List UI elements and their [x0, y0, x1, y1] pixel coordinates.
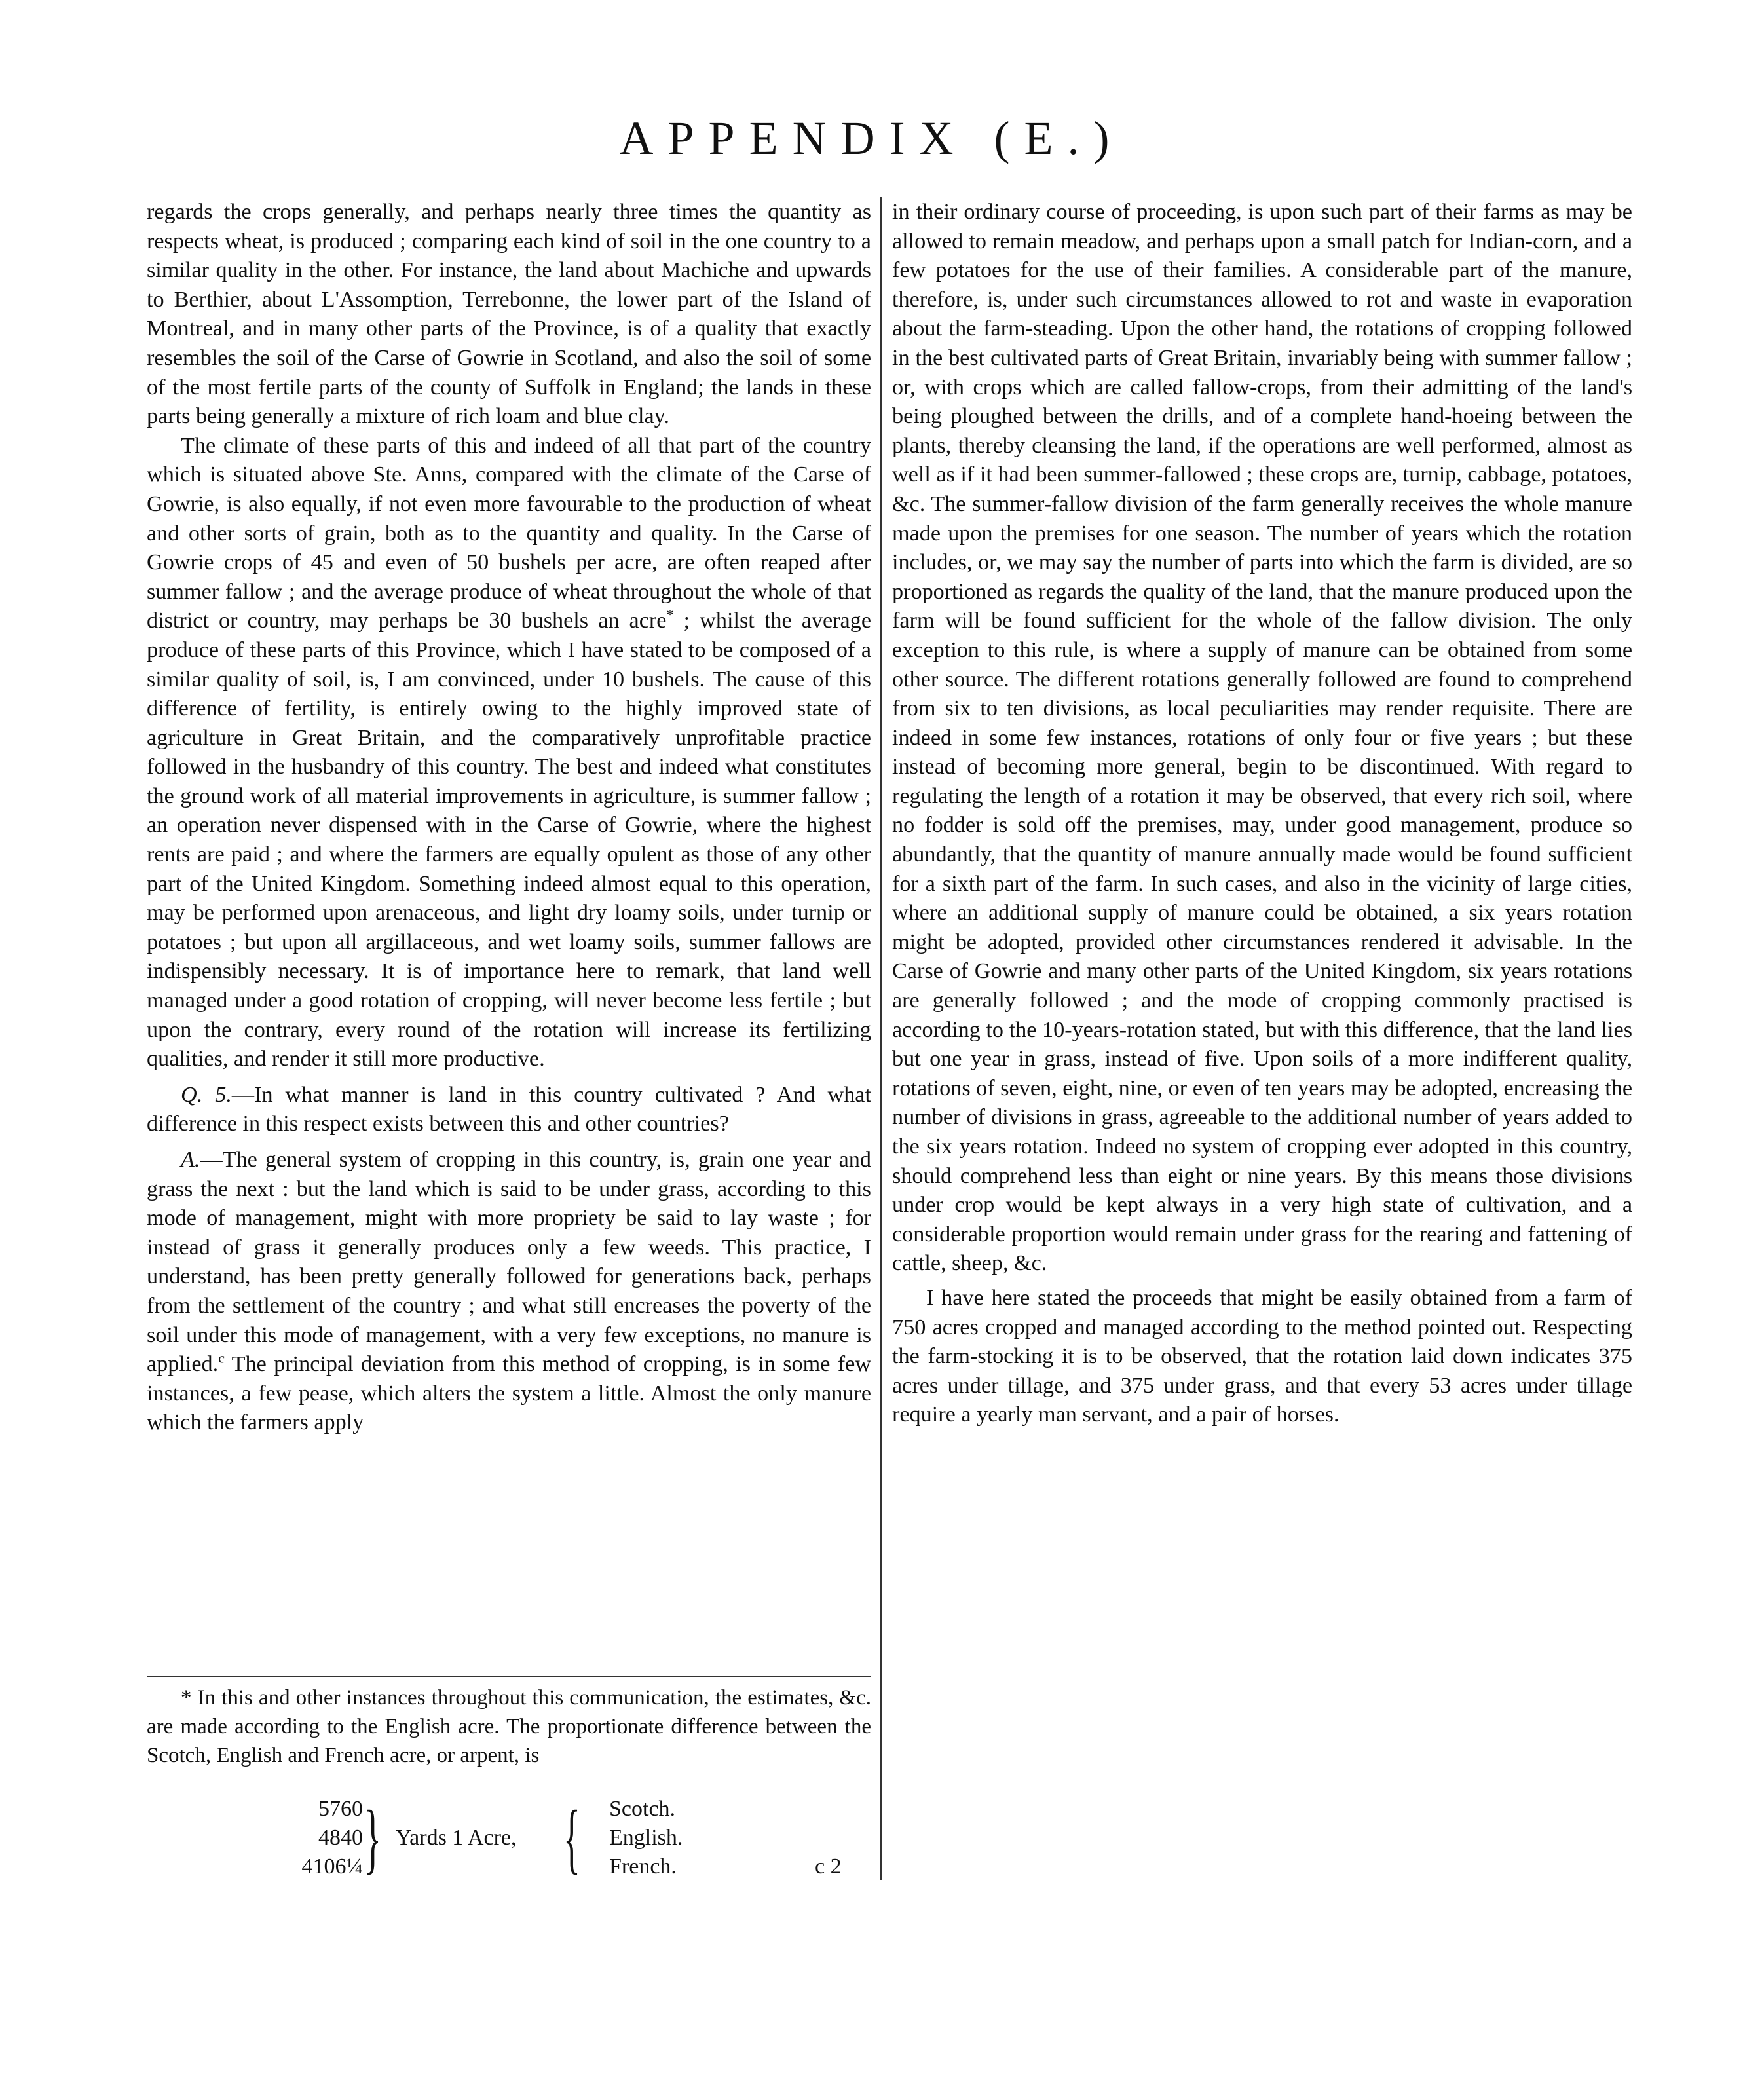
- question-paragraph: Q. 5.—In what manner is land in this country cultivated ? And what difference in this respect exists between this and other countries?: [147, 1082, 871, 1136]
- right-column: [892, 198, 1632, 1430]
- question-label: Q. 5.: [181, 1082, 232, 1107]
- country-scotch: Scotch.: [609, 1797, 676, 1821]
- left-column: [147, 198, 871, 1438]
- paragraph: in their ordinary course of proceeding, is upon such part of their farms as may be allowed to remain meadow, and perhaps upon a small patch for Indian-corn, and a few potatoes for the use of their families. A considerable part of the manure, therefore, is, under such circumstances allowed to rot and waste in evaporation about the farm-steading. Upon the other hand, the rotations of cropping followed in the best cultivated parts of Great Britain, invariably being with summer fallow ; or, with crops which are called fallow-crops, from their admitting of the land's being ploughed between the drills, and of a complete hand-hoeing between the plants, thereby cleansing the land, if the operations are well performed, almost as well as if it had been summer-fallowed ; these crops are, turnip, cabbage, potatoes, &c. The summer-fallow division of the farm generally receives the whole manure made upon the premises for one season. The number of years which the rotation includes, or, we may say the number of parts into which the farm is divided, are so proportioned as regards the quality of the land, that the manure produced upon the farm will be found sufficient for the whole of the fallow division. The only exception to this rule, is where a supply of manure can be obtained from some other source. The different rotations generally followed are found to comprehend from six to ten divisions, as local peculiarities may render requisite. There are indeed in some few instances, rotations of only four or five years ; but these instead of becoming more general, begin to be discontinued. With regard to regulating the length of a rotation it may be observed, that every rich soil, where no fodder is sold off the premises, may, under good management, produce so abundantly, that the quantity of manure annually made would be found sufficient for a sixth part of the farm. In such cases, and also in the vicinity of large cities, where an additional supply of manure could be obtained, a six years rotation might be adopted, provided other circumstances rendered it advisable. In the Carse of Gowrie and many other parts of the United Kingdom, six years rotations are generally followed ; and the mode of cropping commonly practised is according to the 10-years-rotation stated, but with this difference, that the land lies but one year in grass, instead of five. Upon soils of a more indifferent quality, rotations of seven, eight, nine, or even of ten years may be adopted, encreasing the number of divisions in grass, agreeable to the additional number of years added to the six years rotation. Indeed no system of cropping ever adopted in this country, should comprehend less than eight or nine years. By this means those divisions under crop would be kept always in a very high state of cultivation, and a considerable proportion would remain under grass for the rearing and fattening of cattle, sheep, &c.: [892, 200, 1632, 1276]
- brace-left: }: [364, 1794, 381, 1881]
- footnote-marker: c: [218, 1349, 225, 1366]
- acre-comparison: [147, 1795, 871, 1886]
- value-english: 4840: [318, 1826, 363, 1850]
- footnote-text: In this and other instances throughout this communication, the estimates, &c. are made according to the English acre. The proportionate difference between the Scotch, English and French acre, or arpent, is: [147, 1686, 871, 1767]
- measure-label: Yards 1 Acre,: [396, 1826, 517, 1850]
- footnote-mark: *: [181, 1686, 192, 1710]
- value-scotch: 5760: [318, 1797, 363, 1821]
- footnote: [147, 1683, 871, 1770]
- country-names: [609, 1795, 683, 1881]
- country-french: French.: [609, 1854, 677, 1879]
- brace-right: {: [563, 1794, 580, 1881]
- footnote-marker: *: [666, 606, 674, 623]
- column-divider: [880, 197, 882, 1880]
- page-title: APPENDIX (E.): [619, 112, 1124, 164]
- paragraph: I have here stated the proceeds that might be easily obtained from a farm of 750 acres cropped and managed according to the method pointed out. Respecting the farm-stocking it is to be observed, that the rotation laid down indicates 375 acres under tillage, and 375 under grass, and that every 53 acres under tillage require a yearly man servant, and a pair of horses.: [892, 1285, 1632, 1427]
- answer-label: A.: [181, 1148, 200, 1172]
- signature-mark: c 2: [815, 1854, 842, 1879]
- value-french: 4106¼: [301, 1854, 363, 1879]
- paragraph: regards the crops generally, and perhaps nearly three times the quantity as respects wheat, is produced ; comparing each kind of soil in the one country to a similar quality in the other. For instance, the land about Machiche and upwards to Berthier, about L'Assomption, Terrebonne, the lower part of the Island of Montreal, and in many other parts of the Province, is of a quality that exactly resembles the soil of the Carse of Gowrie in Scotland, and also the soil of some of the most fertile parts of the county of Suffolk in England; the lands in these parts being generally a mixture of rich loam and blue clay.: [147, 200, 871, 429]
- footnote-divider: [147, 1676, 871, 1677]
- yard-values: [278, 1795, 363, 1881]
- country-english: English.: [609, 1826, 683, 1850]
- answer-paragraph: A.—The general system of cropping in this country, is, grain one year and grass the next : but the land which is said to be under grass, according to this mode of management, might with more propriety be said to lay waste ; for instead of grass it generally produces only a few weeds. This practice, I understand, has been pretty generally followed for generations back, perhaps from the settlement of the country ; and what still encreases the poverty of the soil under this mode of management, with a very few exceptions, no manure is applied.$^c$ The principal deviation from this method of cropping, is in some few instances, a few pease, which alters the system a little. Almost the only manure which the farmers apply: [147, 1148, 871, 1435]
- paragraph: The climate of these parts of this and indeed of all that part of the country which is situated above Ste. Anns, compared with the climate of the Carse of Gowrie, is also equally, if not even more favourable to the production of wheat and other sorts of grain, both as to the quantity and quality. In the Carse of Gowrie crops of 45 and even of 50 bushels per acre, are often reaped after summer fallow ; and the average produce of wheat throughout the whole of that district or country, may perhaps be 30 bushels an acre* ; whilst the average produce of these parts of this Province, which I have stated to be composed of a similar quality of soil, is, I am convinced, under 10 bushels. The cause of this difference of fertility, is entirely owing to the highly improved state of agriculture in Great Britain, and the comparatively unprofitable practice followed in the husbandry of this country. The best and indeed what constitutes the ground work of all material improvements in agriculture, is summer fallow ; an operation never dispensed with in the Carse of Gowrie, where the highest rents are paid ; and where the farmers are equally opulent as those of any other part of the United Kingdom. Something indeed almost equal to this operation, may be performed upon arenaceous, and light dry loamy soils, under turnip or potatoes ; but upon all argillaceous, and wet loamy soils, summer fallows are indispensibly necessary. It is of importance here to remark, that land well managed under a good rotation of cropping, will never become less fertile ; but upon the contrary, every round of the rotation will increase its fertilizing qualities, and render it still more productive.: [147, 433, 871, 1072]
